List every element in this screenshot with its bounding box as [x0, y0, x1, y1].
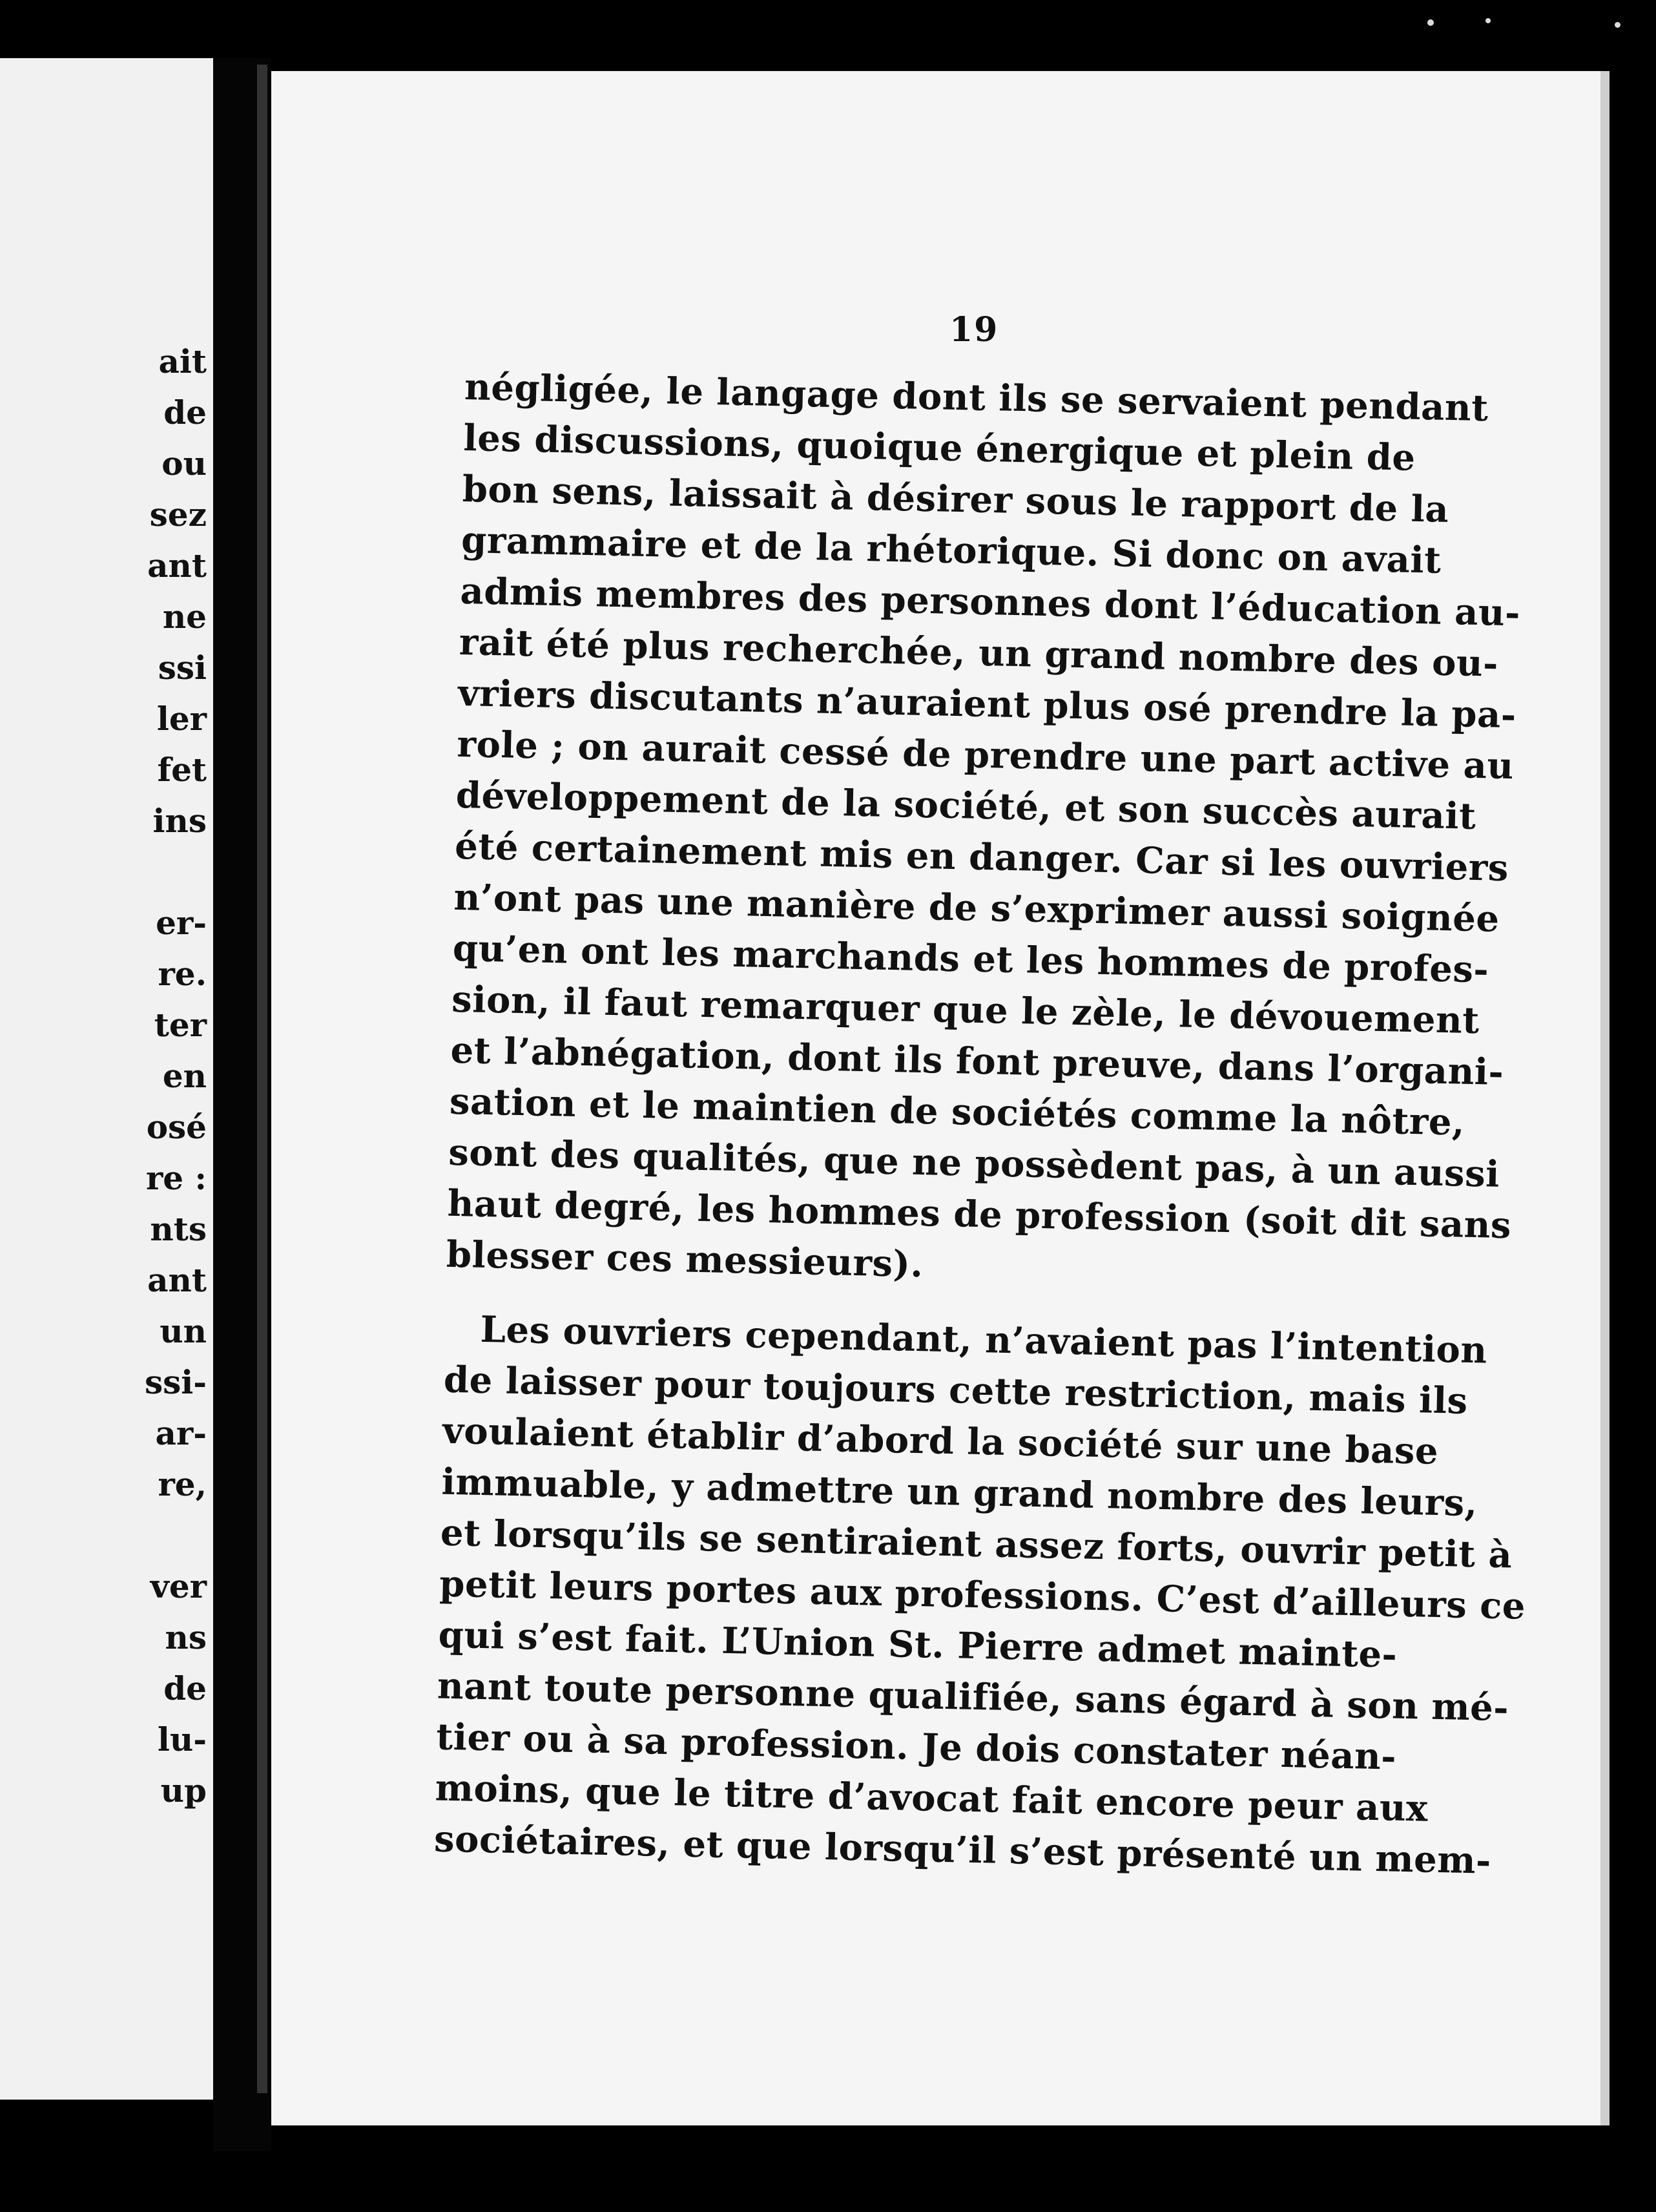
- text-line: tier ou à sa profession. Je dois constater néan-: [435, 1715, 1397, 1779]
- text-line: role ; on aurait cessé de prendre une part active au: [456, 722, 1515, 788]
- top-speck: [1427, 19, 1434, 26]
- text-line: blesser ces messieurs).: [446, 1233, 924, 1286]
- page-number: 19: [949, 310, 999, 350]
- text-line: nant toute personne qualifiée, sans égard à son mé-: [437, 1664, 1509, 1730]
- previous-page-line-fragment: re,: [158, 1465, 207, 1503]
- previous-page-line-fragment: ter: [154, 1006, 207, 1044]
- text-line: n’ont pas une manière de s’exprimer aussi soignée: [453, 875, 1500, 941]
- text-line: grammaire et de la rhétorique. Si donc on avait: [461, 518, 1442, 582]
- previous-page-line-fragment: ant: [147, 1261, 207, 1299]
- text-line: rait été plus recherchée, un grand nombre des ou-: [459, 620, 1499, 685]
- previous-page-line-fragment: ler: [156, 700, 207, 738]
- previous-page-fragment: [0, 58, 213, 2100]
- text-line: sion, il faut remarquer que le zèle, le dévouement: [451, 977, 1480, 1043]
- text-line: voulaient établir d’abord la société sur une base: [442, 1409, 1439, 1473]
- previous-page-line-fragment: en: [162, 1057, 207, 1095]
- previous-page-line-fragment: ssi-: [144, 1363, 207, 1401]
- text-line: été certainement mis en danger. Car si les ouvriers: [454, 824, 1509, 890]
- previous-page-line-fragment: ant: [147, 547, 207, 585]
- text-line: qu’en ont les marchands et les hommes de profes-: [452, 926, 1489, 992]
- page-body-text: [433, 362, 1526, 1884]
- text-line: petit leurs portes aux professions. C’est d’ailleurs ce: [439, 1562, 1526, 1628]
- previous-page-line-fragment: ssi: [158, 649, 207, 687]
- text-line: vriers discutants n’auraient plus osé prendre la pa-: [457, 671, 1517, 737]
- previous-page-line-fragment: ou: [161, 444, 207, 483]
- previous-page-line-fragment: de: [163, 1669, 207, 1707]
- text-line: immuable, y admettre un grand nombre des leurs,: [440, 1460, 1478, 1525]
- text-line: qui s’est fait. L’Union St. Pierre admet mainte-: [438, 1613, 1398, 1676]
- previous-page-line-fragment: un: [160, 1312, 207, 1350]
- previous-page-line-endings: [145, 336, 207, 1816]
- previous-page-paragraph-gap: [145, 1510, 207, 1561]
- text-line: les discussions, quoique énergique et plein de: [462, 416, 1416, 479]
- page-edge: [1600, 71, 1609, 2125]
- text-line: de laisser pour toujours cette restriction, mais ils: [443, 1358, 1469, 1423]
- previous-page-line-fragment: ver: [150, 1567, 207, 1605]
- previous-page-line-fragment: ns: [165, 1618, 207, 1656]
- previous-page-line-fragment: ait: [158, 342, 207, 381]
- previous-page-line-fragment: sez: [149, 496, 207, 534]
- text-line: sociétaires, et que lorsqu’il s’est présenté un mem-: [433, 1817, 1492, 1883]
- previous-page-line-fragment: ar-: [155, 1414, 207, 1452]
- previous-page-line-fragment: re.: [158, 955, 207, 993]
- paragraph: [433, 1304, 1526, 1885]
- text-line: développement de la société, et son succès aurait: [455, 773, 1477, 838]
- text-line: Les ouvriers cependant, n’avaient pas l’intention: [479, 1308, 1488, 1372]
- text-line: et lorsqu’ils se sentiraient assez forts, ouvrir petit à: [440, 1511, 1513, 1577]
- previous-page-paragraph-gap: [145, 846, 207, 897]
- top-speck: [1615, 22, 1620, 28]
- previous-page-line-fragment: fet: [157, 751, 207, 789]
- previous-page-line-fragment: lu-: [157, 1720, 207, 1758]
- previous-page-line-fragment: up: [160, 1771, 207, 1810]
- top-speck: [1485, 18, 1491, 23]
- previous-page-line-fragment: osé: [146, 1108, 207, 1146]
- text-line: négligée, le langage dont ils se servaient pendant: [464, 365, 1489, 430]
- previous-page-line-fragment: re :: [145, 1159, 207, 1197]
- previous-page-line-fragment: er-: [156, 904, 207, 942]
- text-line: sation et le maintien de sociétés comme la nôtre,: [449, 1080, 1465, 1144]
- text-line: moins, que le titre d’avocat fait encore peur aux: [435, 1766, 1429, 1830]
- previous-page-line-fragment: de: [163, 393, 207, 432]
- text-line: haut degré, les hommes de profession (soit dit sans: [447, 1182, 1512, 1247]
- previous-page-line-fragment: ins: [152, 802, 207, 840]
- previous-page-line-fragment: nts: [150, 1210, 207, 1248]
- binding-edge: [257, 65, 267, 2093]
- paragraph: [446, 362, 1521, 1300]
- current-page: [271, 71, 1608, 2125]
- previous-page-line-fragment: ne: [162, 598, 207, 636]
- text-line: bon sens, laissait à désirer sous le rapport de la: [462, 467, 1449, 531]
- text-line: et l’abnégation, dont ils font preuve, dans l’organi-: [450, 1028, 1505, 1094]
- text-line: sont des qualités, que ne possèdent pas, à un aussi: [448, 1131, 1500, 1196]
- text-line: admis membres des personnes dont l’éducation au-: [459, 569, 1521, 635]
